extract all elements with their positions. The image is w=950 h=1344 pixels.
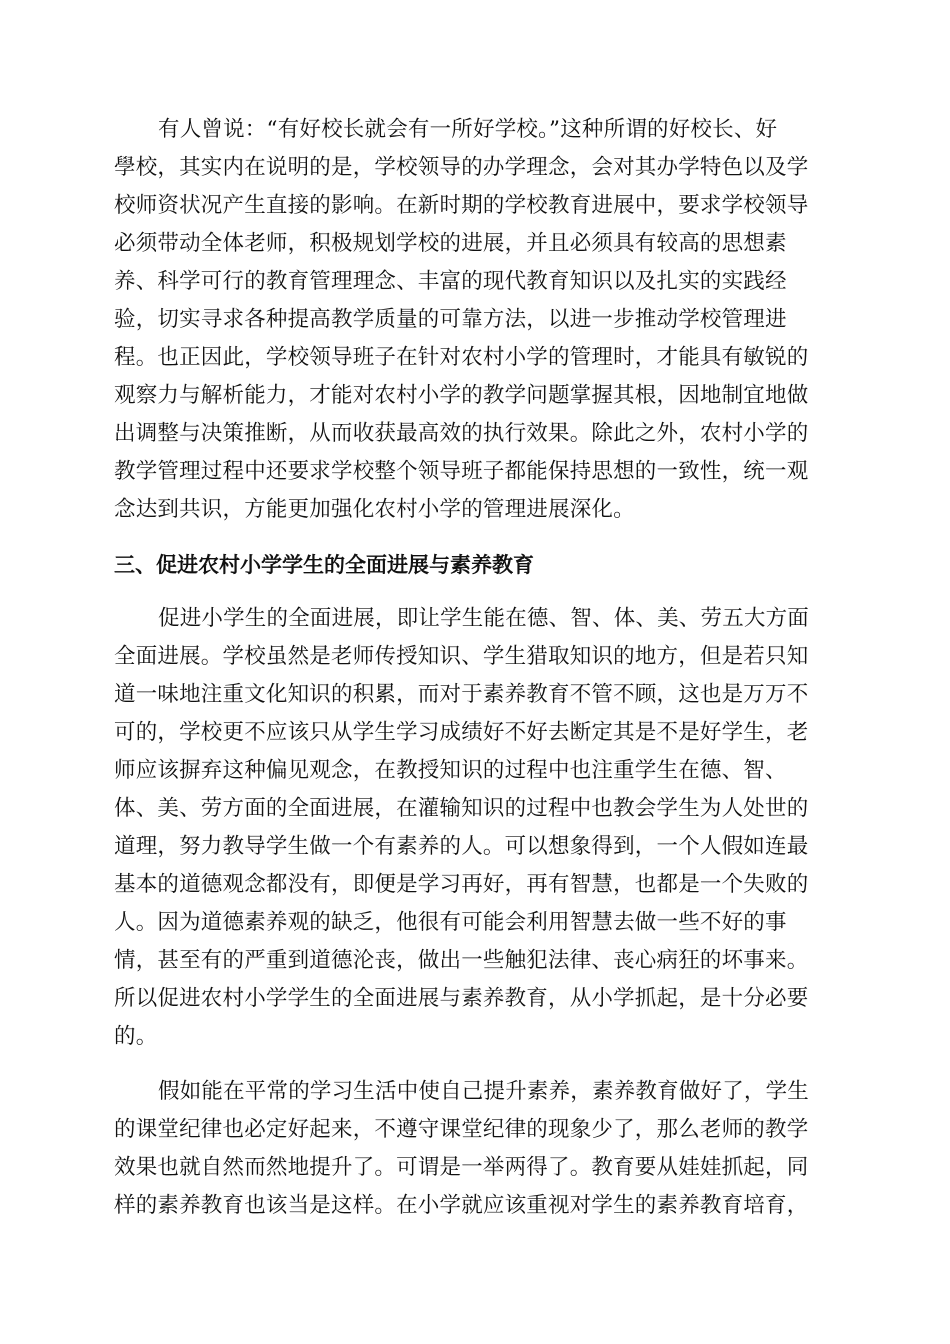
paragraph-line: 的课堂纪律也必定好起来，不遵守课堂纪律的现象少了，那么老师的教学 [114, 1117, 809, 1142]
paragraph-line: 道一味地注重文化知识的积累，而对于素养教育不管不顾，这也是万万不 [114, 682, 809, 707]
paragraph-line: 养、科学可行的教育管理理念、丰富的现代教育知识以及扎实的实践经 [114, 269, 787, 294]
paragraph-line: 效果也就自然而然地提升了。可谓是一举两得了。教育要从娃娃抓起，同 [114, 1155, 809, 1180]
paragraph-line: 念达到共识，方能更加强化农村小学的管理进展深化。 [114, 497, 635, 522]
paragraph-line: 程。也正因此，学校领导班子在针对农村小学的管理时，才能具有敏锐的 [114, 345, 809, 370]
paragraph-line: 促进小学生的全面进展，即让学生能在德、智、体、美、劳五大方面 [158, 606, 810, 631]
paragraph-line: 校师资状况产生直接的影响。在新时期的学校教育进展中，要求学校领导 [114, 193, 809, 218]
paragraph-line: 的。 [114, 1024, 158, 1049]
paragraph-line: 验，切实寻求各种提高教学质量的可靠方法，以进一步推动学校管理进 [114, 307, 787, 332]
paragraph-line: 必须带动全体老师，积极规划学校的进展，并且必须具有较高的思想素 [114, 231, 787, 256]
paragraph-line: 师应该摒弃这种偏见观念，在教授知识的过程中也注重学生在德、智、 [114, 758, 787, 783]
paragraph-line: 學校，其实内在说明的是，学校领导的办学理念，会对其办学特色以及学 [114, 155, 809, 180]
paragraph-line: 全面进展。学校虽然是老师传授知识、学生猎取知识的地方，但是若只知 [114, 644, 809, 669]
paragraph-line: 可的，学校更不应该只从学生学习成绩好不好去断定其是不是好学生，老 [114, 720, 809, 745]
paragraph-line: 出调整与决策推断，从而收获最高效的执行效果。除此之外，农村小学的 [114, 421, 809, 446]
paragraph-line: 基本的道德观念都没有，即便是学习再好，再有智慧，也都是一个失败的 [114, 872, 809, 897]
paragraph-line: 体、美、劳方面的全面进展，在灌输知识的过程中也教会学生为人处世的 [114, 796, 809, 821]
paragraph-line: 样的素养教育也该当是这样。在小学就应该重视对学生的素养教育培育， [114, 1193, 809, 1218]
paragraph-line: 所以促进农村小学学生的全面进展与素养教育，从小学抓起，是十分必要 [114, 986, 809, 1011]
section-heading: 三、促进农村小学学生的全面进展与素养教育 [114, 553, 534, 577]
paragraph-line: 人。因为道德素养观的缺乏，他很有可能会利用智慧去做一些不好的事 [114, 910, 787, 935]
paragraph-line: 假如能在平常的学习生活中使自己提升素养，素养教育做好了，学生 [158, 1079, 810, 1104]
paragraph-line: 有人曾说：“有好校长就会有一所好学校。”这种所谓的好校长、好 [158, 117, 778, 142]
paragraph-line: 道理，努力教导学生做一个有素养的人。可以想象得到，一个人假如连最 [114, 834, 809, 859]
paragraph-line: 观察力与解析能力，才能对农村小学的教学问题掌握其根，因地制宜地做 [114, 383, 809, 408]
paragraph-line: 情，甚至有的严重到道德沦丧，做出一些触犯法律、丧心病狂的坏事来。 [114, 948, 809, 973]
paragraph-line: 教学管理过程中还要求学校整个领导班子都能保持思想的一致性，统一观 [114, 459, 809, 484]
